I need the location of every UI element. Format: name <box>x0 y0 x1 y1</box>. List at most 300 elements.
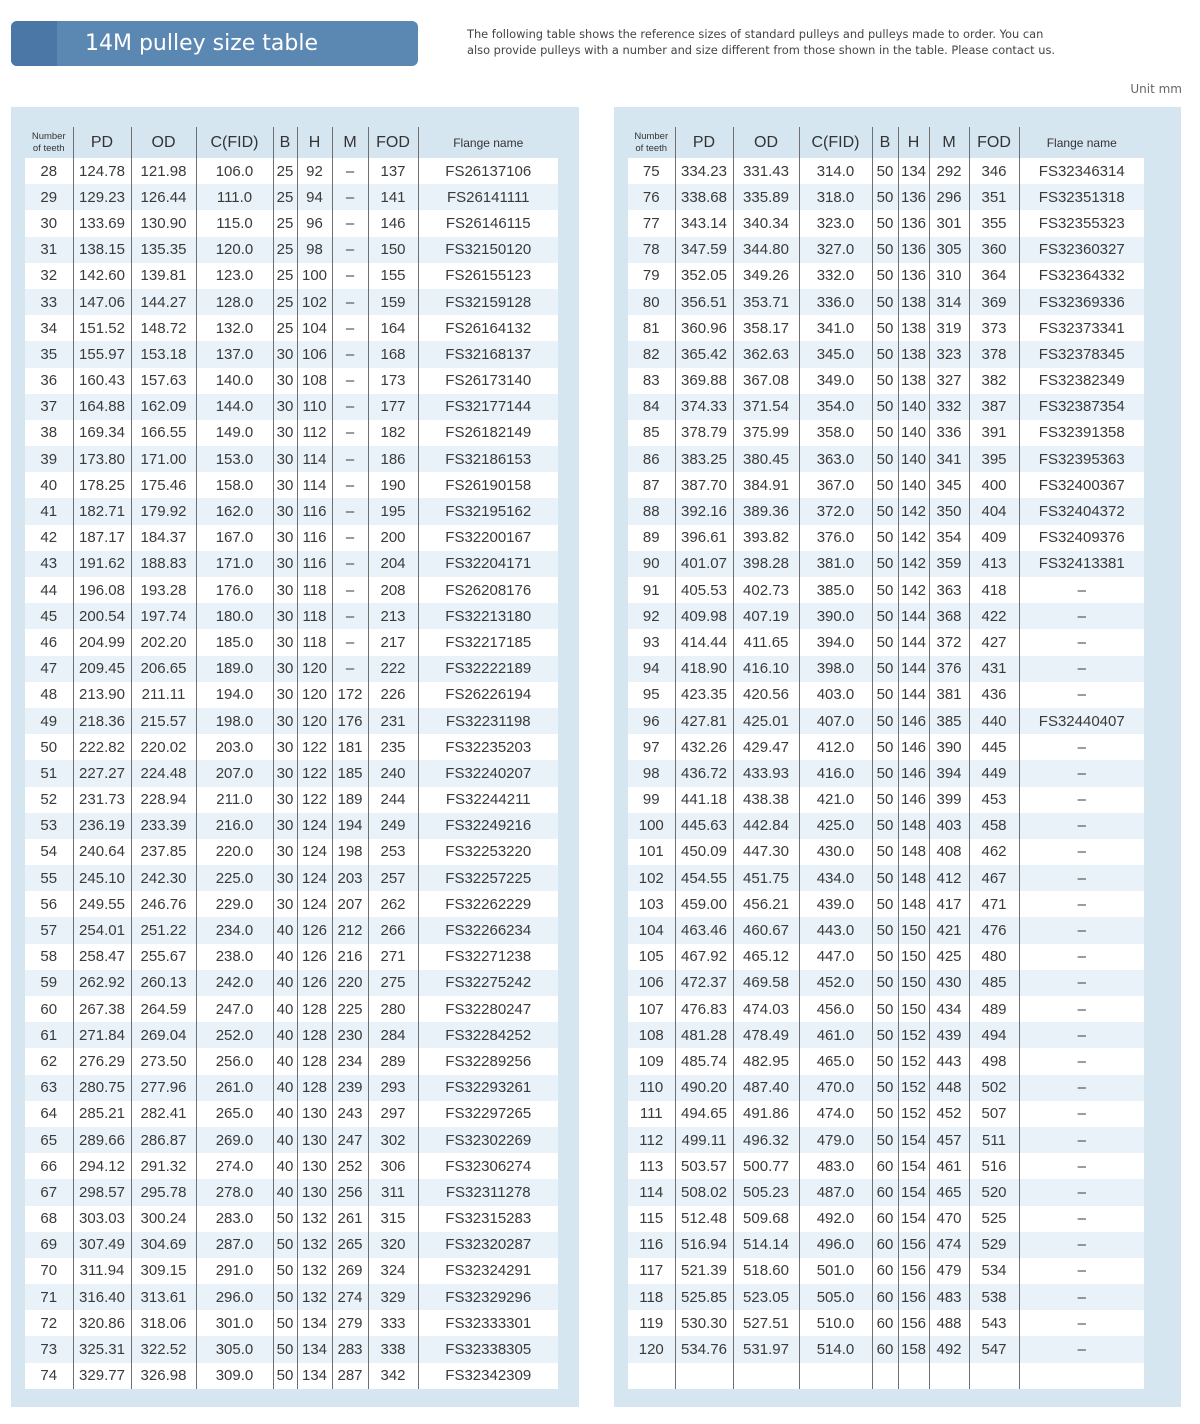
cell-od: 438.38 <box>733 787 799 813</box>
col-fod: FOD <box>368 127 418 158</box>
cell-teeth: 113 <box>628 1153 675 1179</box>
cell-b: 50 <box>872 184 898 210</box>
cell-cfid: 465.0 <box>799 1048 872 1074</box>
cell-flange: FS32355323 <box>1019 210 1144 236</box>
cell-h: 138 <box>898 368 929 394</box>
cell-od: 211.11 <box>131 682 196 708</box>
cell-teeth: 58 <box>25 944 73 970</box>
cell-cfid: 211.0 <box>196 787 273 813</box>
cell-cfid: 474.0 <box>799 1101 872 1127</box>
table-row <box>628 446 1144 472</box>
cell-fod: 458 <box>969 813 1019 839</box>
cell-m: 399 <box>929 787 969 813</box>
cell-m: 216 <box>332 944 368 970</box>
cell-h: 132 <box>297 1206 332 1232</box>
cell-pd: 129.23 <box>73 184 131 210</box>
cell-cfid: 318.0 <box>799 184 872 210</box>
cell-od: 184.37 <box>131 525 196 551</box>
cell-b: 40 <box>273 944 297 970</box>
table-row <box>628 760 1144 786</box>
table-row <box>628 1048 1144 1074</box>
cell-cfid: 242.0 <box>196 970 273 996</box>
cell-m: 408 <box>929 839 969 865</box>
cell-flange: – <box>1019 1179 1144 1205</box>
cell-teeth: 69 <box>25 1232 73 1258</box>
cell-h: 154 <box>898 1153 929 1179</box>
cell-b: 50 <box>273 1336 297 1362</box>
cell-b: 50 <box>872 1022 898 1048</box>
cell-pd: 516.94 <box>675 1232 733 1258</box>
cell-od: 442.84 <box>733 813 799 839</box>
cell-h: 148 <box>898 813 929 839</box>
cell-h: 124 <box>297 839 332 865</box>
cell-flange: – <box>1019 813 1144 839</box>
cell-pd: 280.75 <box>73 1075 131 1101</box>
cell-m: 247 <box>332 1127 368 1153</box>
cell-b: 30 <box>273 760 297 786</box>
cell-cfid: 385.0 <box>799 577 872 603</box>
cell-od: 175.46 <box>131 472 196 498</box>
cell-b: 50 <box>872 472 898 498</box>
cell-flange: – <box>1019 1310 1144 1336</box>
cell-m: 261 <box>332 1206 368 1232</box>
cell-fod: 311 <box>368 1179 418 1205</box>
cell-cfid: 120.0 <box>196 237 273 263</box>
table-row <box>25 237 558 263</box>
cell-flange: FS32257225 <box>418 865 558 891</box>
cell-od: 362.63 <box>733 341 799 367</box>
cell-cfid: 189.0 <box>196 656 273 682</box>
cell-od: 505.23 <box>733 1179 799 1205</box>
cell-h: 134 <box>297 1310 332 1336</box>
cell-teeth: 31 <box>25 237 73 263</box>
cell-h: 116 <box>297 551 332 577</box>
cell-b: 60 <box>872 1284 898 1310</box>
cell-h: 114 <box>297 472 332 498</box>
cell-h: 130 <box>297 1127 332 1153</box>
cell-h <box>898 1363 929 1389</box>
cell-b: 50 <box>872 813 898 839</box>
cell-od <box>733 1363 799 1389</box>
cell-pd: 436.72 <box>675 760 733 786</box>
cell-cfid: 216.0 <box>196 813 273 839</box>
cell-cfid: 265.0 <box>196 1101 273 1127</box>
cell-cfid <box>799 1363 872 1389</box>
cell-pd: 512.48 <box>675 1206 733 1232</box>
cell-h: 150 <box>898 944 929 970</box>
cell-od: 162.09 <box>131 394 196 420</box>
cell-teeth: 38 <box>25 420 73 446</box>
cell-fod: 200 <box>368 525 418 551</box>
cell-teeth: 37 <box>25 394 73 420</box>
cell-teeth: 40 <box>25 472 73 498</box>
cell-fod: 520 <box>969 1179 1019 1205</box>
cell-flange: FS32240207 <box>418 760 558 786</box>
cell-flange: – <box>1019 760 1144 786</box>
table-row <box>628 472 1144 498</box>
cell-cfid: 483.0 <box>799 1153 872 1179</box>
cell-fod: 284 <box>368 1022 418 1048</box>
cell-pd: 218.36 <box>73 708 131 734</box>
cell-fod: 480 <box>969 944 1019 970</box>
cell-od: 389.36 <box>733 498 799 524</box>
cell-m: – <box>332 315 368 341</box>
cell-flange: FS32382349 <box>1019 368 1144 394</box>
cell-fod: 494 <box>969 1022 1019 1048</box>
cell-fod: 431 <box>969 656 1019 682</box>
cell-od: 451.75 <box>733 865 799 891</box>
cell-h: 148 <box>898 839 929 865</box>
cell-b: 50 <box>872 446 898 472</box>
cell-cfid: 492.0 <box>799 1206 872 1232</box>
cell-pd: 534.76 <box>675 1336 733 1362</box>
cell-h: 128 <box>297 1075 332 1101</box>
cell-cfid: 305.0 <box>196 1336 273 1362</box>
cell-cfid: 447.0 <box>799 944 872 970</box>
cell-m: 372 <box>929 629 969 655</box>
cell-b: 60 <box>872 1258 898 1284</box>
cell-cfid: 225.0 <box>196 865 273 891</box>
cell-m: 305 <box>929 237 969 263</box>
cell-pd: 347.59 <box>675 237 733 263</box>
cell-pd: 213.90 <box>73 682 131 708</box>
cell-od: 237.85 <box>131 839 196 865</box>
cell-od: 144.27 <box>131 289 196 315</box>
cell-h: 142 <box>898 577 929 603</box>
cell-pd: 409.98 <box>675 603 733 629</box>
cell-fod: 355 <box>969 210 1019 236</box>
cell-h: 112 <box>297 420 332 446</box>
cell-m: 207 <box>332 891 368 917</box>
cell-teeth: 44 <box>25 577 73 603</box>
cell-pd: 427.81 <box>675 708 733 734</box>
cell-teeth: 75 <box>628 158 675 184</box>
cell-teeth: 83 <box>628 368 675 394</box>
cell-m: 252 <box>332 1153 368 1179</box>
table-row <box>628 917 1144 943</box>
cell-teeth: 29 <box>25 184 73 210</box>
cell-b: 50 <box>872 865 898 891</box>
cell-flange: – <box>1019 1153 1144 1179</box>
cell-flange: – <box>1019 944 1144 970</box>
cell-teeth: 117 <box>628 1258 675 1284</box>
cell-teeth: 73 <box>25 1336 73 1362</box>
table-row <box>25 1153 558 1179</box>
cell-h: 100 <box>297 263 332 289</box>
cell-flange: FS32400367 <box>1019 472 1144 498</box>
cell-pd: 490.20 <box>675 1075 733 1101</box>
cell-b: 50 <box>872 551 898 577</box>
table-row <box>628 682 1144 708</box>
cell-b: 30 <box>273 865 297 891</box>
cell-teeth: 98 <box>628 760 675 786</box>
cell-flange: – <box>1019 734 1144 760</box>
cell-m: – <box>332 656 368 682</box>
cell-od: 179.92 <box>131 498 196 524</box>
cell-pd: 432.26 <box>675 734 733 760</box>
cell-teeth: 84 <box>628 394 675 420</box>
cell-m: 474 <box>929 1232 969 1258</box>
cell-pd: 191.62 <box>73 551 131 577</box>
cell-h: 94 <box>297 184 332 210</box>
table-header-row <box>25 127 558 158</box>
cell-b: 50 <box>872 970 898 996</box>
cell-flange: FS32329296 <box>418 1284 558 1310</box>
cell-od: 447.30 <box>733 839 799 865</box>
table-row <box>628 708 1144 734</box>
cell-b: 50 <box>872 577 898 603</box>
cell-teeth: 97 <box>628 734 675 760</box>
cell-b: 30 <box>273 891 297 917</box>
cell-flange: FS32306274 <box>418 1153 558 1179</box>
cell-pd: 383.25 <box>675 446 733 472</box>
cell-h: 144 <box>898 682 929 708</box>
cell-fod: 462 <box>969 839 1019 865</box>
cell-teeth: 76 <box>628 184 675 210</box>
cell-flange: FS32338305 <box>418 1336 558 1362</box>
cell-m: 394 <box>929 760 969 786</box>
cell-cfid: 327.0 <box>799 237 872 263</box>
cell-h: 148 <box>898 865 929 891</box>
cell-teeth: 118 <box>628 1284 675 1310</box>
cell-fod: 525 <box>969 1206 1019 1232</box>
cell-fod: 231 <box>368 708 418 734</box>
cell-teeth: 91 <box>628 577 675 603</box>
cell-b: 50 <box>872 1048 898 1074</box>
cell-flange: FS32351318 <box>1019 184 1144 210</box>
table-row <box>628 970 1144 996</box>
cell-flange: FS32387354 <box>1019 394 1144 420</box>
cell-od: 135.35 <box>131 237 196 263</box>
cell-fod: 378 <box>969 341 1019 367</box>
cell-fod: 476 <box>969 917 1019 943</box>
cell-m: 314 <box>929 289 969 315</box>
cell-od: 531.97 <box>733 1336 799 1362</box>
table-row <box>628 734 1144 760</box>
table-row <box>628 341 1144 367</box>
cell-m: 287 <box>332 1363 368 1389</box>
cell-pd: 151.52 <box>73 315 131 341</box>
cell-cfid: 180.0 <box>196 603 273 629</box>
cell-b: 50 <box>273 1206 297 1232</box>
cell-cfid: 381.0 <box>799 551 872 577</box>
table-row <box>25 839 558 865</box>
col-cfid: C(FID) <box>799 127 872 158</box>
cell-cfid: 144.0 <box>196 394 273 420</box>
cell-b: 50 <box>872 1075 898 1101</box>
cell-pd: 164.88 <box>73 394 131 420</box>
cell-pd: 147.06 <box>73 289 131 315</box>
cell-m: 234 <box>332 1048 368 1074</box>
cell-b: 40 <box>273 1127 297 1153</box>
cell-b: 50 <box>872 917 898 943</box>
cell-cfid: 283.0 <box>196 1206 273 1232</box>
cell-flange: FS26190158 <box>418 472 558 498</box>
cell-b: 50 <box>273 1258 297 1284</box>
table-row <box>25 1101 558 1127</box>
cell-pd: 182.71 <box>73 498 131 524</box>
cell-b: 40 <box>273 996 297 1022</box>
cell-b: 30 <box>273 708 297 734</box>
cell-m: 385 <box>929 708 969 734</box>
cell-m: 443 <box>929 1048 969 1074</box>
cell-h: 144 <box>898 603 929 629</box>
cell-fod: 534 <box>969 1258 1019 1284</box>
cell-od: 197.74 <box>131 603 196 629</box>
cell-flange: – <box>1019 1258 1144 1284</box>
cell-cfid: 269.0 <box>196 1127 273 1153</box>
cell-flange: FS32235203 <box>418 734 558 760</box>
cell-m: – <box>332 237 368 263</box>
table-row <box>25 498 558 524</box>
cell-b: 50 <box>273 1232 297 1258</box>
cell-od: 433.93 <box>733 760 799 786</box>
cell-od: 295.78 <box>131 1179 196 1205</box>
cell-b: 50 <box>872 1101 898 1127</box>
cell-flange: FS32253220 <box>418 839 558 865</box>
cell-m: 310 <box>929 263 969 289</box>
cell-fod: 155 <box>368 263 418 289</box>
cell-pd: 396.61 <box>675 525 733 551</box>
cell-teeth: 46 <box>25 629 73 655</box>
cell-h: 132 <box>297 1258 332 1284</box>
cell-flange: FS32222189 <box>418 656 558 682</box>
table-row <box>25 656 558 682</box>
cell-cfid: 106.0 <box>196 158 273 184</box>
cell-flange: – <box>1019 1022 1144 1048</box>
cell-fod: 382 <box>969 368 1019 394</box>
cell-teeth: 54 <box>25 839 73 865</box>
cell-pd: 481.28 <box>675 1022 733 1048</box>
cell-teeth: 105 <box>628 944 675 970</box>
cell-b: 30 <box>273 394 297 420</box>
cell-fod: 418 <box>969 577 1019 603</box>
cell-pd: 155.97 <box>73 341 131 367</box>
cell-h: 130 <box>297 1153 332 1179</box>
cell-fod: 516 <box>969 1153 1019 1179</box>
cell-m: 425 <box>929 944 969 970</box>
cell-od: 420.56 <box>733 682 799 708</box>
cell-cfid: 412.0 <box>799 734 872 760</box>
table-row <box>25 891 558 917</box>
cell-b: 50 <box>872 760 898 786</box>
cell-h: 146 <box>898 760 929 786</box>
cell-teeth: 64 <box>25 1101 73 1127</box>
table-row <box>628 944 1144 970</box>
cell-cfid: 194.0 <box>196 682 273 708</box>
table-row <box>25 341 558 367</box>
table-header-row <box>628 127 1144 158</box>
table-row <box>628 1179 1144 1205</box>
cell-b: 40 <box>273 917 297 943</box>
cell-cfid: 443.0 <box>799 917 872 943</box>
cell-m: 350 <box>929 498 969 524</box>
cell-pd: 499.11 <box>675 1127 733 1153</box>
cell-m: 283 <box>332 1336 368 1362</box>
cell-flange: FS32159128 <box>418 289 558 315</box>
cell-m: – <box>332 394 368 420</box>
cell-h: 156 <box>898 1310 929 1336</box>
cell-cfid: 505.0 <box>799 1284 872 1310</box>
cell-od: 482.95 <box>733 1048 799 1074</box>
cell-teeth: 120 <box>628 1336 675 1362</box>
cell-od: 322.52 <box>131 1336 196 1362</box>
cell-cfid: 207.0 <box>196 760 273 786</box>
cell-od: 349.26 <box>733 263 799 289</box>
cell-od: 188.83 <box>131 551 196 577</box>
cell-fod: 208 <box>368 577 418 603</box>
cell-h: 96 <box>297 210 332 236</box>
cell-h: 124 <box>297 865 332 891</box>
cell-od: 518.60 <box>733 1258 799 1284</box>
cell-od: 304.69 <box>131 1232 196 1258</box>
cell-od: 384.91 <box>733 472 799 498</box>
cell-fod: 244 <box>368 787 418 813</box>
cell-flange: FS32150120 <box>418 237 558 263</box>
cell-h: 124 <box>297 813 332 839</box>
cell-od: 277.96 <box>131 1075 196 1101</box>
cell-teeth: 67 <box>25 1179 73 1205</box>
cell-pd: 378.79 <box>675 420 733 446</box>
cell-h: 140 <box>898 446 929 472</box>
cell-od: 491.86 <box>733 1101 799 1127</box>
cell-od: 393.82 <box>733 525 799 551</box>
cell-fod: 249 <box>368 813 418 839</box>
cell-cfid: 256.0 <box>196 1048 273 1074</box>
cell-od: 318.06 <box>131 1310 196 1336</box>
cell-h: 138 <box>898 315 929 341</box>
cell-pd: 494.65 <box>675 1101 733 1127</box>
cell-cfid: 452.0 <box>799 970 872 996</box>
col-b: B <box>872 127 898 158</box>
cell-teeth <box>628 1363 675 1389</box>
cell-teeth: 70 <box>25 1258 73 1284</box>
cell-b: 30 <box>273 656 297 682</box>
cell-b: 25 <box>273 263 297 289</box>
cell-flange: FS32213180 <box>418 603 558 629</box>
cell-h: 134 <box>297 1363 332 1389</box>
cell-b: 40 <box>273 1075 297 1101</box>
cell-pd: 142.60 <box>73 263 131 289</box>
cell-flange: FS32289256 <box>418 1048 558 1074</box>
table-row <box>628 1363 1144 1389</box>
table-row <box>25 1022 558 1048</box>
cell-m: – <box>332 525 368 551</box>
cell-od: 456.21 <box>733 891 799 917</box>
cell-flange: FS32440407 <box>1019 708 1144 734</box>
cell-pd: 245.10 <box>73 865 131 891</box>
cell-teeth: 110 <box>628 1075 675 1101</box>
cell-cfid: 140.0 <box>196 368 273 394</box>
cell-flange <box>1019 1363 1144 1389</box>
cell-h: 128 <box>297 996 332 1022</box>
cell-fod: 502 <box>969 1075 1019 1101</box>
cell-od: 193.28 <box>131 577 196 603</box>
cell-pd: 209.45 <box>73 656 131 682</box>
cell-b: 30 <box>273 420 297 446</box>
cell-pd: 133.69 <box>73 210 131 236</box>
cell-od: 251.22 <box>131 917 196 943</box>
cell-flange: FS32342309 <box>418 1363 558 1389</box>
col-fod: FOD <box>969 127 1019 158</box>
cell-m: 323 <box>929 341 969 367</box>
cell-pd: 311.94 <box>73 1258 131 1284</box>
cell-flange: FS32302269 <box>418 1127 558 1153</box>
cell-fod: 364 <box>969 263 1019 289</box>
col-flange: Flange name <box>418 127 558 158</box>
cell-flange: FS26141111 <box>418 184 558 210</box>
cell-b: 50 <box>872 263 898 289</box>
